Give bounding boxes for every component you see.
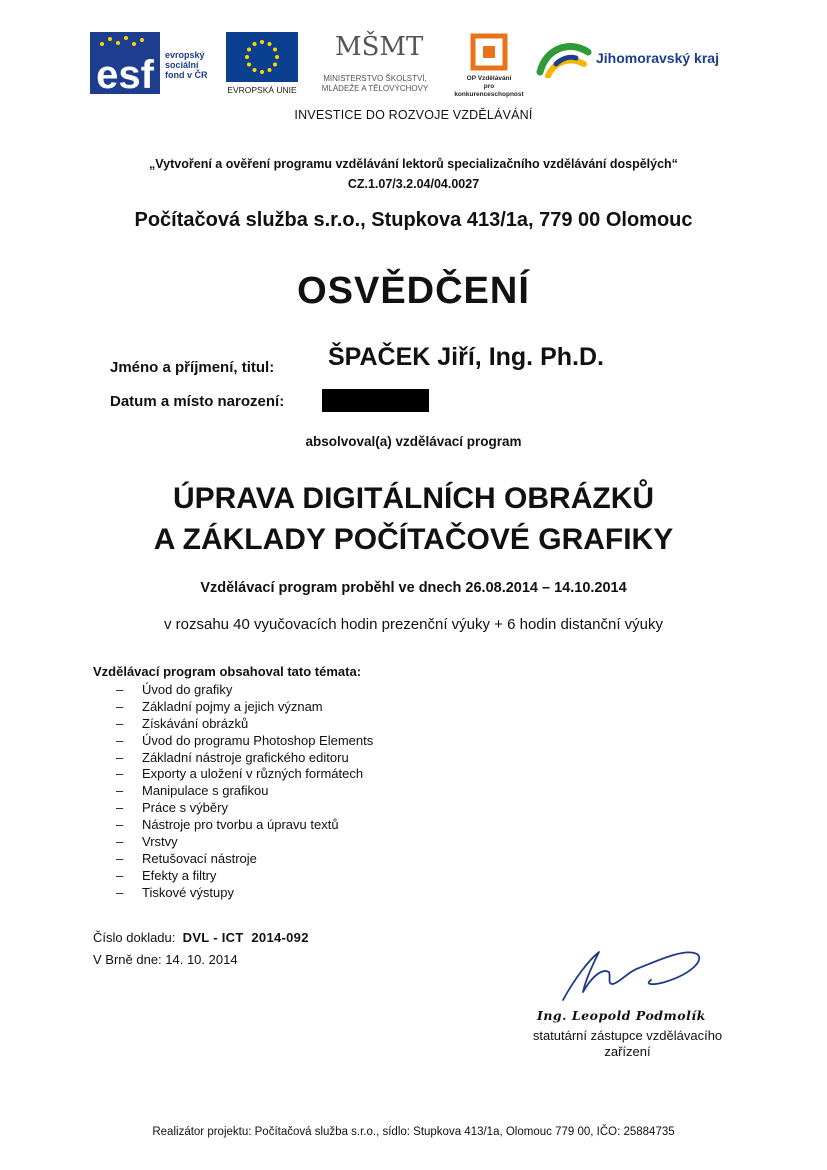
topic-text: Základní pojmy a jejich význam (142, 698, 323, 714)
list-dash: – (116, 715, 124, 731)
jmk-label: Jihomoravský kraj (596, 50, 719, 66)
list-item (116, 716, 373, 733)
msmt-text-1: MINISTERSTVO ŠKOLSTVÍ, (323, 74, 427, 83)
list-dash: – (116, 749, 124, 765)
list-dash: – (116, 867, 124, 883)
op-logo (450, 30, 528, 96)
esf-text-3: fond v ČR (165, 70, 208, 80)
signatory-role (520, 1028, 735, 1060)
topics-heading: Vzdělávací program obsahoval tato témata: (93, 664, 362, 679)
footer-text: Realizátor projektu: Počítačová služba s.r.o., sídlo: Stupkova 413/1a, Olomouc 779 00, IČO: 25884735 (152, 1126, 675, 1138)
list-dash: – (116, 783, 124, 799)
list-dash: – (116, 850, 124, 866)
topic-text: Získávání obrázků (142, 715, 249, 731)
list-item (116, 885, 373, 902)
topic-text: Základní nástroje grafického editoru (142, 749, 349, 765)
list-dash: – (116, 766, 124, 782)
jmk-logo (536, 38, 748, 84)
name-label: Jméno a příjmení, titul: (110, 359, 275, 376)
list-item (116, 766, 373, 783)
topics-list (116, 682, 373, 902)
msmt-text-2: MLÁDEŽE A TĚLOVÝCHOVY (321, 84, 429, 93)
completed-text: absolvoval(a) vzdělávací program (305, 434, 522, 449)
certificate-title: OSVĚDČENÍ (297, 270, 530, 312)
topic-text: Exporty a uložení v různých formátech (142, 766, 364, 782)
topic-text: Úvod do programu Photoshop Elements (142, 732, 374, 748)
course-scope: v rozsahu 40 vyučovacích hodin prezenční výuky + 6 hodin distanční výuky (163, 616, 664, 633)
list-item (116, 750, 373, 767)
course-title-line-2: A ZÁKLADY POČÍTAČOVÉ GRAFIKY (153, 523, 674, 556)
esf-logo (90, 32, 214, 94)
name-value: ŠPAČEK Jiří, Ing. Ph.D. (328, 343, 604, 371)
signature-icon (555, 938, 705, 1008)
eu-logo (224, 32, 300, 94)
list-item (116, 851, 373, 868)
list-item (116, 817, 373, 834)
list-dash: – (116, 682, 124, 697)
op-emblem-icon (469, 32, 509, 72)
place-date: V Brně dne: 14. 10. 2014 (93, 952, 238, 967)
list-dash: – (116, 698, 124, 714)
list-dash: – (116, 800, 124, 816)
course-title (0, 478, 827, 560)
project-title: „Vytvoření a ověření programu vzdělávání lektorů specializačního vzdělávání dospělých“ (149, 157, 678, 171)
topic-text: Retušovací nástroje (142, 850, 257, 866)
list-dash: – (116, 884, 124, 900)
signatory-name: Ing. Leopold Podmolík (537, 1008, 706, 1023)
list-dash: – (116, 817, 124, 833)
list-item (116, 699, 373, 716)
list-dash: – (116, 732, 124, 748)
esf-text-1: evropský (165, 50, 205, 60)
list-item (116, 834, 373, 851)
redacted-birth-box (322, 389, 429, 412)
investice-heading: INVESTICE DO ROZVOJE VZDĚLÁVÁNÍ (294, 108, 533, 122)
document-number-label: Číslo dokladu: (93, 930, 176, 945)
jmk-emblem-icon (536, 38, 592, 78)
signatory-role-line-1: statutární zástupce vzdělávacího (532, 1028, 723, 1043)
topic-text: Manipulace s grafikou (142, 783, 269, 799)
document-number-value: DVL - ICT 2014-092 (182, 930, 309, 945)
organization-line: Počítačová služba s.r.o., Stupkova 413/1a, 779 00 Olomouc (134, 209, 693, 231)
signatory-role-line-2: zařízení (604, 1044, 651, 1059)
msmt-mark: MŠMT (335, 32, 424, 62)
list-item (116, 733, 373, 750)
document-number (93, 930, 309, 945)
list-item (116, 783, 373, 800)
list-dash: – (116, 834, 124, 850)
topic-text: Vrstvy (142, 834, 178, 850)
esf-text-2: sociální (165, 60, 199, 70)
topic-text: Tiskové výstupy (142, 884, 234, 900)
op-text-2: pro konkurenceschopnost (454, 83, 524, 98)
topic-text: Práce s výběry (142, 800, 228, 816)
course-dates: Vzdělávací program proběhl ve dnech 26.08.2014 – 14.10.2014 (200, 580, 627, 596)
project-code: CZ.1.07/3.2.04/04.0027 (347, 177, 480, 191)
course-title-line-1: ÚPRAVA DIGITÁLNÍCH OBRÁZKŮ (172, 482, 655, 515)
eu-flag-icon (226, 32, 298, 82)
esf-emblem-icon (90, 32, 160, 94)
topic-text: Nástroje pro tvorbu a úpravu textů (142, 817, 339, 833)
op-text-1: OP Vzdělávání (466, 75, 512, 82)
esf-mark: esf (96, 53, 154, 94)
logo-strip (88, 28, 748, 98)
list-item (116, 868, 373, 885)
eu-label: EVROPSKÁ UNIE (227, 85, 297, 95)
msmt-logo (310, 28, 440, 98)
list-item (116, 682, 373, 699)
topic-text: Efekty a filtry (142, 867, 217, 883)
topic-text: Úvod do grafiky (142, 682, 233, 697)
birth-label: Datum a místo narození: (110, 393, 285, 410)
list-item (116, 800, 373, 817)
